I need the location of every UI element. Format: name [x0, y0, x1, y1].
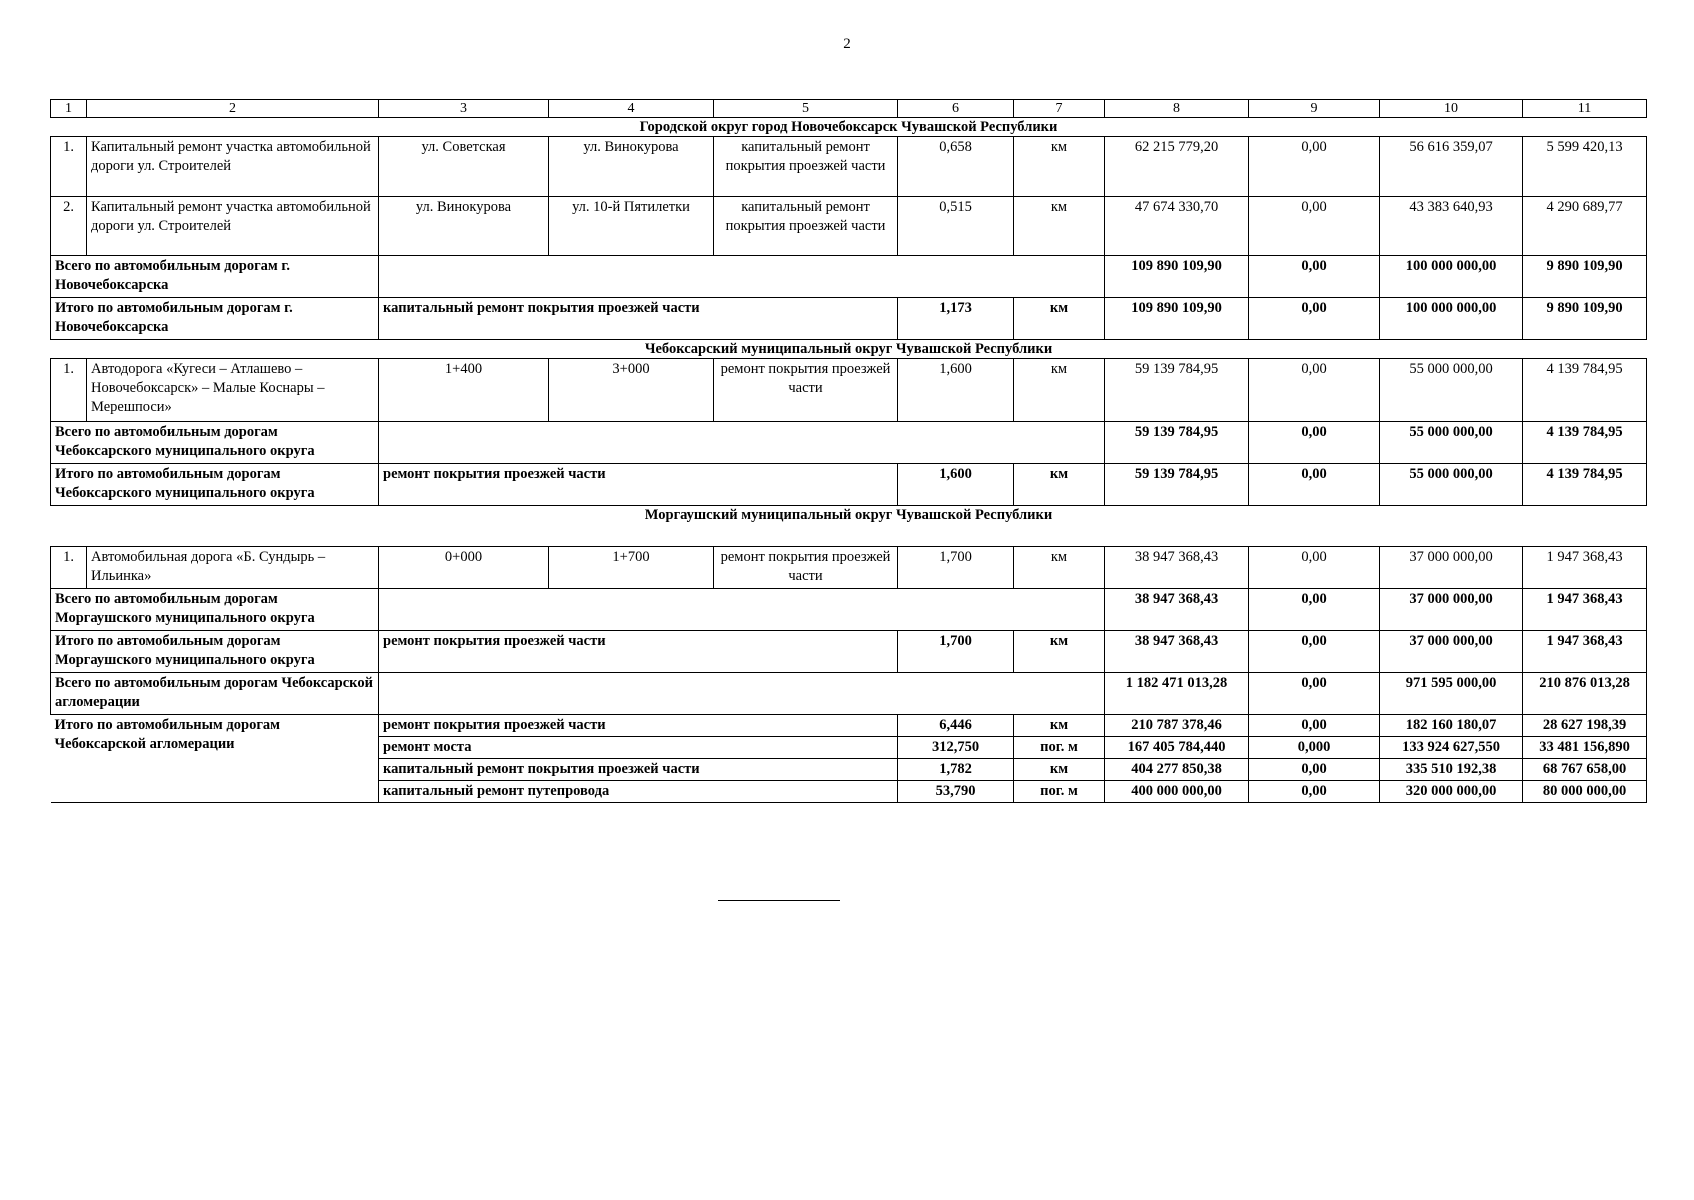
row-number: 1.	[51, 547, 87, 589]
length: 53,790	[898, 781, 1014, 803]
cost-total: 62 215 779,20	[1105, 137, 1249, 197]
cost-col11: 210 876 013,28	[1523, 673, 1647, 715]
work-type: ремонт покрытия проезжей части	[379, 715, 898, 737]
cost-col11: 33 481 156,890	[1523, 737, 1647, 759]
itogo-label: Итого по автомобильным дорогам Чебоксарской агломерации	[51, 715, 379, 803]
row-number: 2.	[51, 197, 87, 256]
cost-col10: 37 000 000,00	[1380, 589, 1523, 631]
column-header: 4	[549, 100, 714, 118]
road-name: Автодорога «Кугеси – Атлашево – Новочебоксарск» – Малые Коснары – Мерешпоси»	[87, 359, 379, 422]
cost-col9: 0,00	[1249, 256, 1380, 298]
end-point: 1+700	[549, 547, 714, 589]
cost-col11: 4 139 784,95	[1523, 422, 1647, 464]
cost-total: 400 000 000,00	[1105, 781, 1249, 803]
length: 1,782	[898, 759, 1014, 781]
work-type: капитальный ремонт покрытия проезжей части	[714, 137, 898, 197]
cost-col9: 0,00	[1249, 197, 1380, 256]
itogo-label: Итого по автомобильным дорогам г. Новочебоксарска	[51, 298, 379, 340]
subtotal-row	[51, 256, 1647, 298]
cost-col11: 1 947 368,43	[1523, 589, 1647, 631]
unit: км	[1014, 359, 1105, 422]
cost-col10: 100 000 000,00	[1380, 298, 1523, 340]
subtotal-label: Всего по автомобильным дорогам Моргаушского муниципального округа	[51, 589, 379, 631]
length: 1,700	[898, 631, 1014, 673]
subtotal-row	[51, 422, 1647, 464]
column-header: 6	[898, 100, 1014, 118]
work-type: капитальный ремонт путепровода	[379, 781, 898, 803]
work-type: ремонт покрытия проезжей части	[714, 547, 898, 589]
subtotal-label: Всего по автомобильным дорогам Чебоксарского муниципального округа	[51, 422, 379, 464]
cost-col10: 133 924 627,550	[1380, 737, 1523, 759]
unit: пог. м	[1014, 737, 1105, 759]
work-type: капитальный ремонт покрытия проезжей части	[379, 298, 898, 340]
length: 0,658	[898, 137, 1014, 197]
cost-col10: 182 160 180,07	[1380, 715, 1523, 737]
section-header	[51, 340, 1647, 359]
table-row	[51, 359, 1647, 422]
cost-col9: 0,00	[1249, 137, 1380, 197]
length: 0,515	[898, 197, 1014, 256]
cost-col11: 9 890 109,90	[1523, 298, 1647, 340]
road-repair-table	[50, 99, 1647, 803]
section-title: Чебоксарский муниципальный округ Чувашской Республики	[51, 340, 1647, 359]
cost-total: 59 139 784,95	[1105, 359, 1249, 422]
cost-col9: 0,00	[1249, 589, 1380, 631]
end-separator-line	[718, 900, 840, 901]
cost-col9: 0,00	[1249, 781, 1380, 803]
row-number: 1.	[51, 137, 87, 197]
unit: км	[1014, 197, 1105, 256]
cost-total: 38 947 368,43	[1105, 547, 1249, 589]
cost-col10: 971 595 000,00	[1380, 673, 1523, 715]
cost-col10: 55 000 000,00	[1380, 464, 1523, 506]
cost-col10: 43 383 640,93	[1380, 197, 1523, 256]
column-header: 10	[1380, 100, 1523, 118]
column-header: 8	[1105, 100, 1249, 118]
unit: км	[1014, 547, 1105, 589]
cost-total: 167 405 784,440	[1105, 737, 1249, 759]
cost-total: 210 787 378,46	[1105, 715, 1249, 737]
cost-col9: 0,00	[1249, 673, 1380, 715]
cost-col11: 5 599 420,13	[1523, 137, 1647, 197]
cost-total: 47 674 330,70	[1105, 197, 1249, 256]
cost-col11: 9 890 109,90	[1523, 256, 1647, 298]
start-point: ул. Винокурова	[379, 197, 549, 256]
unit: км	[1014, 715, 1105, 737]
column-header: 11	[1523, 100, 1647, 118]
cost-col9: 0,00	[1249, 759, 1380, 781]
itogo-row	[51, 298, 1647, 340]
column-header: 1	[51, 100, 87, 118]
start-point: 1+400	[379, 359, 549, 422]
section-title: Городской округ город Новочебоксарск Чувашской Республики	[51, 118, 1647, 137]
cost-col9: 0,00	[1249, 464, 1380, 506]
work-type: ремонт моста	[379, 737, 898, 759]
unit: км	[1014, 298, 1105, 340]
cost-col10: 55 000 000,00	[1380, 359, 1523, 422]
cost-col11: 4 290 689,77	[1523, 197, 1647, 256]
cost-col9: 0,000	[1249, 737, 1380, 759]
itogo-label: Итого по автомобильным дорогам Моргаушского муниципального округа	[51, 631, 379, 673]
cost-col10: 56 616 359,07	[1380, 137, 1523, 197]
unit: пог. м	[1014, 781, 1105, 803]
length: 1,600	[898, 464, 1014, 506]
work-type: ремонт покрытия проезжей части	[714, 359, 898, 422]
cost-total: 404 277 850,38	[1105, 759, 1249, 781]
road-name: Капитальный ремонт участка автомобильной дороги ул. Строителей	[87, 137, 379, 197]
column-header: 9	[1249, 100, 1380, 118]
cost-col10: 320 000 000,00	[1380, 781, 1523, 803]
cost-total: 109 890 109,90	[1105, 298, 1249, 340]
start-point: 0+000	[379, 547, 549, 589]
length: 312,750	[898, 737, 1014, 759]
length: 1,173	[898, 298, 1014, 340]
road-name: Автомобильная дорога «Б. Сундырь – Ильинка»	[87, 547, 379, 589]
cost-total: 59 139 784,95	[1105, 422, 1249, 464]
cost-col11: 4 139 784,95	[1523, 359, 1647, 422]
cost-col10: 335 510 192,38	[1380, 759, 1523, 781]
cost-col9: 0,00	[1249, 359, 1380, 422]
start-point: ул. Советская	[379, 137, 549, 197]
itogo-row	[51, 464, 1647, 506]
cost-col9: 0,00	[1249, 298, 1380, 340]
cost-col10: 37 000 000,00	[1380, 547, 1523, 589]
subtotal-row	[51, 589, 1647, 631]
cost-col9: 0,00	[1249, 422, 1380, 464]
column-header: 2	[87, 100, 379, 118]
work-type: ремонт покрытия проезжей части	[379, 464, 898, 506]
unit: км	[1014, 464, 1105, 506]
cost-total: 38 947 368,43	[1105, 631, 1249, 673]
cost-col9: 0,00	[1249, 631, 1380, 673]
cost-col10: 37 000 000,00	[1380, 631, 1523, 673]
cost-col9: 0,00	[1249, 715, 1380, 737]
column-number-header	[51, 100, 1647, 118]
section-header	[51, 118, 1647, 137]
table-row	[51, 197, 1647, 256]
cost-total: 1 182 471 013,28	[1105, 673, 1249, 715]
unit: км	[1014, 137, 1105, 197]
work-type: капитальный ремонт покрытия проезжей части	[379, 759, 898, 781]
column-header: 5	[714, 100, 898, 118]
itogo-label: Итого по автомобильным дорогам Чебоксарского муниципального округа	[51, 464, 379, 506]
end-point: 3+000	[549, 359, 714, 422]
subtotal-label: Всего по автомобильным дорогам г. Новочебоксарска	[51, 256, 379, 298]
cost-col10: 55 000 000,00	[1380, 422, 1523, 464]
column-header: 7	[1014, 100, 1105, 118]
cost-col11: 1 947 368,43	[1523, 547, 1647, 589]
cost-col11: 28 627 198,39	[1523, 715, 1647, 737]
blank-cell	[379, 422, 1105, 464]
itogo-row	[51, 631, 1647, 673]
cost-total: 59 139 784,95	[1105, 464, 1249, 506]
cost-col11: 1 947 368,43	[1523, 631, 1647, 673]
cost-col11: 80 000 000,00	[1523, 781, 1647, 803]
cost-col9: 0,00	[1249, 547, 1380, 589]
agglomeration-total-row	[51, 673, 1647, 715]
work-type: капитальный ремонт покрытия проезжей части	[714, 197, 898, 256]
cost-total: 109 890 109,90	[1105, 256, 1249, 298]
road-name: Капитальный ремонт участка автомобильной дороги ул. Строителей	[87, 197, 379, 256]
blank-cell	[379, 589, 1105, 631]
cost-col10: 100 000 000,00	[1380, 256, 1523, 298]
column-header: 3	[379, 100, 549, 118]
section-title: Моргаушский муниципальный округ Чувашской Республики	[51, 506, 1647, 547]
end-point: ул. 10-й Пятилетки	[549, 197, 714, 256]
length: 1,700	[898, 547, 1014, 589]
subtotal-label: Всего по автомобильным дорогам Чебоксарской агломерации	[51, 673, 379, 715]
page-number: 2	[843, 36, 851, 52]
cost-total: 38 947 368,43	[1105, 589, 1249, 631]
table-row	[51, 137, 1647, 197]
blank-cell	[379, 673, 1105, 715]
unit: км	[1014, 759, 1105, 781]
row-number: 1.	[51, 359, 87, 422]
agglomeration-itogo-row	[51, 715, 1647, 737]
blank-cell	[379, 256, 1105, 298]
length: 6,446	[898, 715, 1014, 737]
table-row	[51, 547, 1647, 589]
cost-col11: 4 139 784,95	[1523, 464, 1647, 506]
unit: км	[1014, 631, 1105, 673]
section-header	[51, 506, 1647, 547]
end-point: ул. Винокурова	[549, 137, 714, 197]
work-type: ремонт покрытия проезжей части	[379, 631, 898, 673]
cost-col11: 68 767 658,00	[1523, 759, 1647, 781]
length: 1,600	[898, 359, 1014, 422]
